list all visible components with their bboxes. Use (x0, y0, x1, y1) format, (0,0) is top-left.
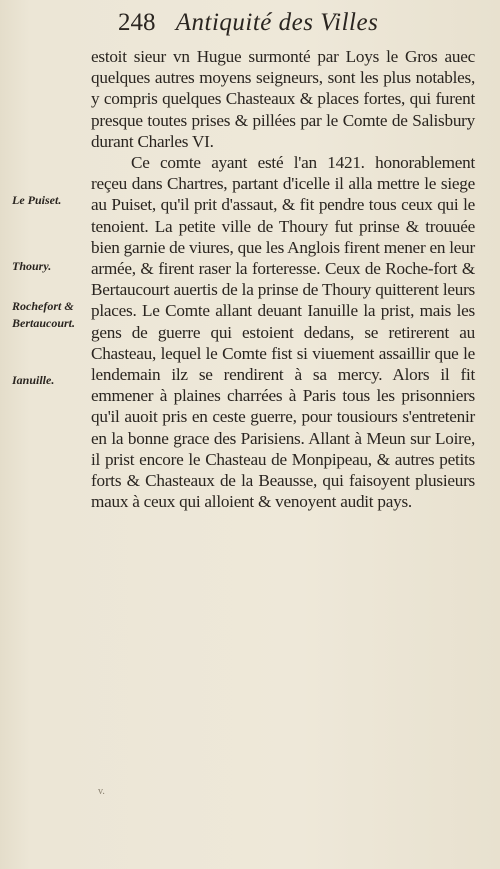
main-text (91, 46, 475, 512)
bottom-mark: v. (98, 786, 105, 797)
page-header (118, 8, 478, 38)
page-number: 248 (118, 9, 156, 36)
margin-note-rochefort: Rochefort & Bertaucourt. (12, 299, 76, 330)
running-title: Antiquité des Villes (175, 9, 379, 36)
margin-note-le-puiset: Le Puiset. (12, 193, 62, 207)
paragraph-2: Ce comte ayant esté l'an 1421. honorablement reçeu dans Chartres, partant d'icelle il alla mettre le siege au Puiset, qu'il prit d'assaut, & fit pendre tous ceux qui le tenoient. La petite ville de Thoury fut prinse & trouuée bien garnie de viures, que les Anglois firent mener en leur armée, & firent raser la forteresse. Ceux de Roche-fort & Bertaucourt auertis de la prinse de Thoury quitterent leurs places. Le Comte allant deuant Ianuille la prist, mais les gens de guerre qui estoient dedans, se retirerent au Chasteau, lequel le Comte fist si viuement assaillir que le lendemain ilz se rendirent à sa mercy. Alors il fit emmener à plaines charrées à Paris tous les prisonniers qu'il auoit pris en ceste guerre, pour tousiours s'entretenir en la bonne grace des Parisiens. Allant à Meun sur Loire, il prist encore le Chasteau de Monpipeau, & autres petits forts & Chasteaux de la Beausse, qui faisoyent plusieurs maux à ceux qui alloient & venoyent audit pays. (91, 153, 475, 512)
margin-note-thoury: Thoury. (12, 259, 52, 273)
margin-note-ianuille: Ianuille. (12, 373, 55, 387)
paragraph-1: estoit sieur vn Hugue surmonté par Loys le Gros auec quelques autres moyens seigneurs, sont les plus notables, y compris quelques Chasteaux & places fortes, qui furent presque toutes prises & pillées par le Comte de Salisbury durant Charles VI. (91, 47, 475, 151)
